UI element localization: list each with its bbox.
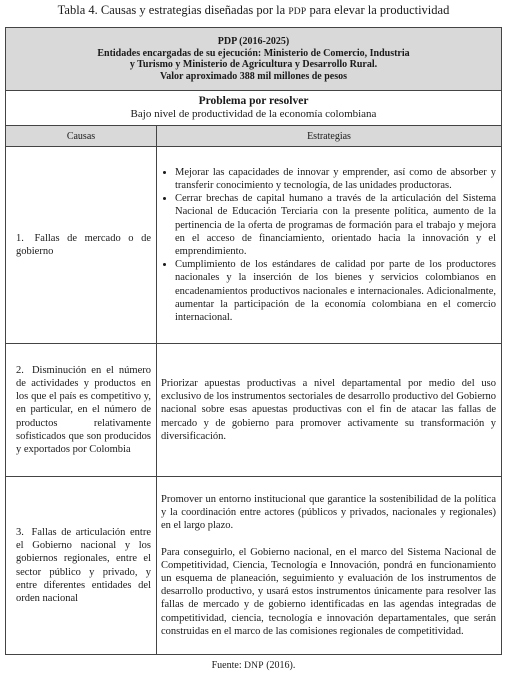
problem-section	[6, 91, 502, 126]
strategy-list	[161, 166, 496, 324]
source-label: Fuente:	[211, 660, 242, 671]
caption-prefix: Tabla 4. Causas y estrategias diseñadas por la	[57, 3, 286, 17]
cause-number: 1.	[16, 232, 24, 244]
strategy-bullet: • Mejorar las capacidades de innovar y emprender, así como de absorber y transferir conocimiento y tecnología, de las unidades productoras.	[175, 166, 496, 192]
problem-text: Bajo nivel de productividad de la economía colombiana	[130, 108, 377, 120]
source-abbr: DNP	[244, 661, 264, 671]
cause-text: Fallas de mercado o de gobierno	[16, 232, 152, 257]
cause-number: 3.	[16, 526, 24, 538]
cause-cell-1	[6, 147, 157, 344]
cause-cell-2	[6, 344, 157, 477]
header-line-4: Valor aproximado 388 mil millones de pesos	[159, 70, 348, 82]
header-line-1: PDP (2016-2025)	[217, 36, 290, 47]
column-header-strategies: Estrategias	[157, 126, 502, 147]
table-caption	[0, 2, 507, 20]
strategy-cell-3	[157, 477, 502, 655]
cause-text: Disminución en el número de actividades y productos en los que el país es competitivo y, en particular, en el número de productos relativamente sofisticados que son producidos y exportados por Colombia	[16, 364, 151, 455]
source-note	[0, 660, 507, 671]
caption-suffix: para elevar la productividad	[309, 3, 450, 17]
caption-abbr: PDP	[288, 7, 307, 17]
strategy-text: Priorizar apuestas productivas a nivel departamental por medio del uso exclusivo de los instrumentos sectoriales de desarrollo productivo del Gobierno nacional sobre esas apuestas productivas con el fin de atacar las fallas de mercado y de gobierno para promover activamente su transformación y diversificación.	[161, 377, 496, 442]
header-line-2: Entidades encargadas de su ejecución: Ministerio de Comercio, Industria	[97, 47, 410, 59]
header-line-3: y Turismo y Ministerio de Agricultura y Desarrollo Rural.	[129, 59, 378, 70]
column-header-causes: Causas	[6, 126, 157, 147]
strategies-table	[5, 27, 502, 655]
cause-text: Fallas de articulación entre el Gobierno nacional y los gobiernos regionales, entre el sector público y privado, y entre diferentes entidades del orden nacional	[16, 526, 151, 604]
strategy-text: Para conseguirlo, el Gobierno nacional, en el marco del Sistema Nacional de Competitividad, Ciencia, Tecnología e Innovación, pondrá en funcionamiento un esquema de planeación, seguimiento y evaluación de los instrumentos de desarrollo productivo, y usará estos instrumentos únicamente para resolver las fallas de mercado y de gobierno identificadas en las agendas integradas de competitividad, ciencia, tecnología e innovación departamentales, que serán construidas en el marco de las comisiones regionales de competitividad.	[161, 546, 496, 637]
problem-title: Problema por resolver	[198, 95, 309, 107]
cause-cell-3	[6, 477, 157, 655]
strategy-bullet: • Cumplimiento de los estándares de calidad por parte de los productores nacionales y la inserción de los bienes y servicios colombianos en encadenamientos productivos nacionales e internacionales. Adicionalmente, aumentar la participación de la economía colombiana en el comercio internacional.	[175, 258, 496, 324]
strategy-cell-1	[157, 147, 502, 344]
strategy-cell-2	[157, 344, 502, 477]
source-year: (2016).	[266, 660, 296, 671]
strategy-text: Promover un entorno institucional que garantice la sostenibilidad de la política y la coordinación entre actores (públicos y privados, nacionales y regionales) en el largo plazo.	[161, 493, 496, 532]
table-header	[6, 28, 502, 91]
strategy-bullet: • Cerrar brechas de capital humano a través de la articulación del Sistema Nacional de Educación Terciaria con la presente política, aumento de la pertinencia de la oferta de programas de formación para el trabajo y mejora en el acceso de financiamiento, orientado hacia la innovación y el emprendimiento.	[175, 192, 496, 258]
cause-number: 2.	[16, 364, 24, 376]
